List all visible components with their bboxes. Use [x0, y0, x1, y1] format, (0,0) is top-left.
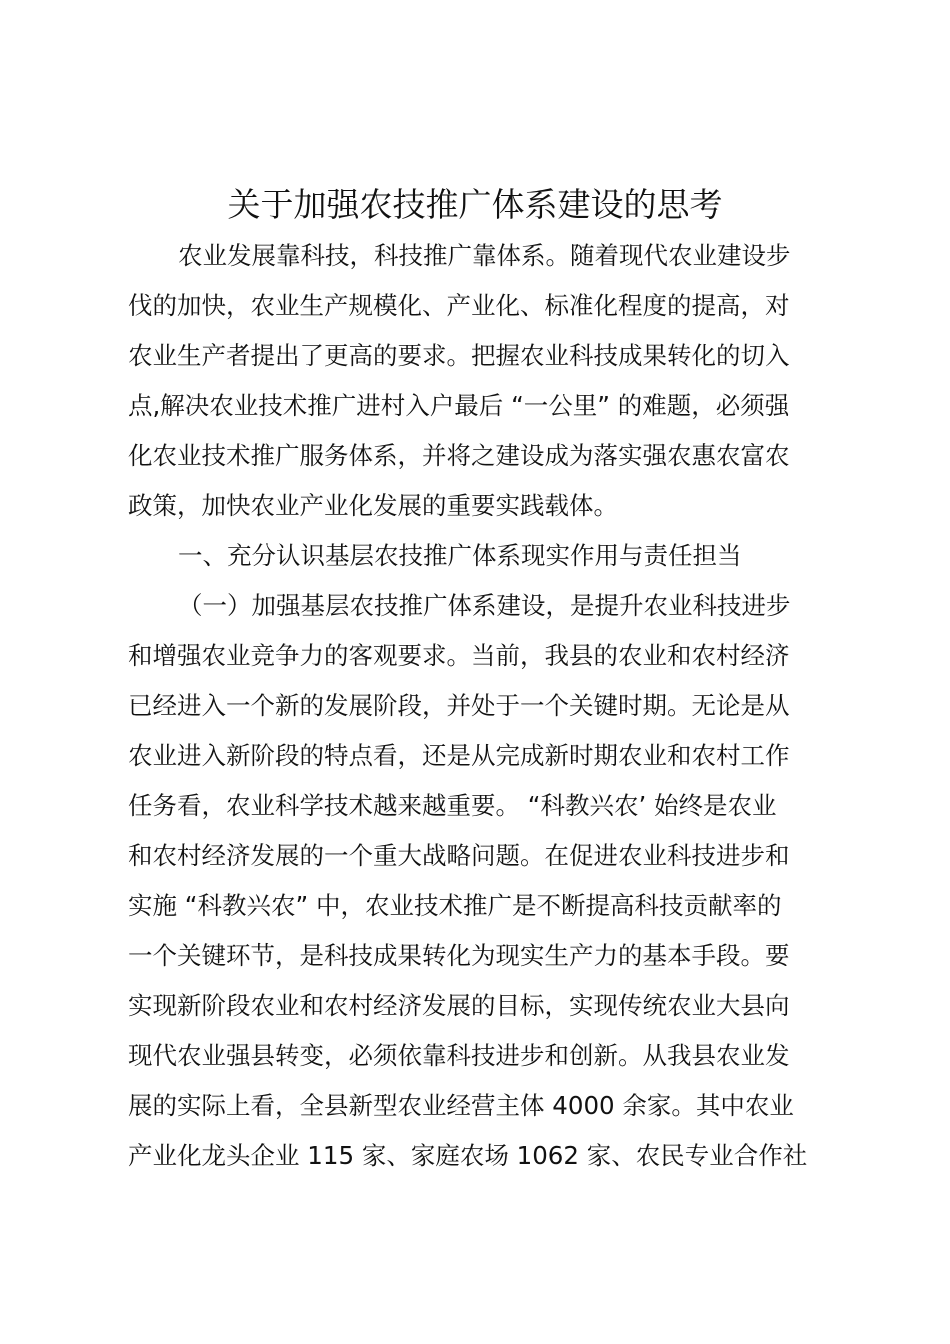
paragraph-line: 和农村经济发展的一个重大战略问题。在促进农业科技进步和: [128, 841, 790, 870]
paragraph-line: 伐的加快，农业生产规模化、产业化、标准化程度的提高，对: [128, 291, 790, 320]
paragraph-line: 化农业技术推广服务体系，并将之建设成为落实强农惠农富农: [128, 441, 790, 470]
paragraph-line: 现代农业强县转变，必须依靠科技进步和创新。从我县农业发: [128, 1041, 790, 1070]
paragraph-line: 农业生产者提出了更高的要求。把握农业科技成果转化的切入: [128, 341, 790, 370]
document-body: [128, 231, 838, 1181]
paragraph-line: 任务看，农业科学技术越来越重要。 “科教兴农’ 始终是农业: [128, 791, 777, 820]
paragraph-line: （一）加强基层农技推广体系建设，是提升农业科技进步: [178, 591, 791, 620]
paragraph-line: 实施 “科教兴农” 中，农业技术推广是不断提高科技贡献率的: [128, 891, 782, 920]
section-heading: 一、充分认识基层农技推广体系现实作用与责任担当: [178, 541, 742, 570]
paragraph-line: 产业化龙头企业 115 家、家庭农场 1062 家、农民专业合作社: [128, 1141, 808, 1170]
paragraph-line: 实现新阶段农业和农村经济发展的目标，实现传统农业大县向: [128, 991, 790, 1020]
paragraph-line: 一个关键环节，是科技成果转化为现实生产力的基本手段。要: [128, 941, 790, 970]
paragraph-line: 和增强农业竞争力的客观要求。当前，我县的农业和农村经济: [128, 641, 790, 670]
paragraph-line: 农业进入新阶段的特点看，还是从完成新时期农业和农村工作: [128, 741, 790, 770]
document-title: 关于加强农技推广体系建设的思考: [227, 185, 723, 224]
paragraph-line: 已经进入一个新的发展阶段，并处于一个关键时期。无论是从: [128, 691, 790, 720]
paragraph-line: 农业发展靠科技，科技推广靠体系。随着现代农业建设步: [178, 241, 791, 270]
paragraph-line: 政策，加快农业产业化发展的重要实践载体。: [128, 491, 618, 520]
paragraph-line: 展的实际上看，全县新型农业经营主体 4000 余家。其中农业: [128, 1091, 794, 1120]
paragraph-line: 点,解决农业技术推广进村入户最后 “一公里” 的难题，必须强: [128, 391, 790, 420]
